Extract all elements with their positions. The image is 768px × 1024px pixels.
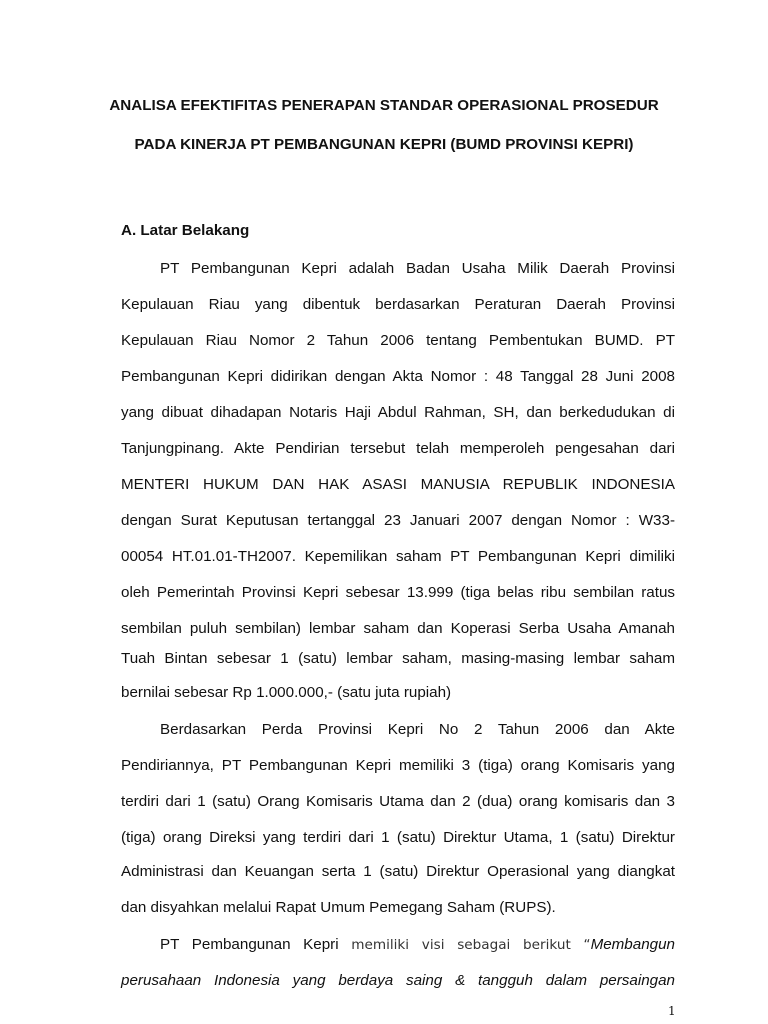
body-line — [121, 476, 675, 493]
body-line-text: MENTERI HUKUM DAN HAK ASASI MANUSIA REPUBLIK INDONESIA — [121, 476, 675, 493]
body-line — [121, 757, 675, 774]
body-line — [121, 793, 675, 810]
body-line-text: dan disyahkan melalui Rapat Umum Pemegang Saham (RUPS). — [121, 899, 556, 916]
body-line-text: Kepulauan Riau Nomor 2 Tahun 2006 tentang Pembentukan BUMD. PT — [121, 332, 675, 349]
page-number: 1 — [668, 1004, 676, 1018]
body-line-text: Tuah Bintan sebesar 1 (satu) lembar saham, masing-masing lembar saham — [121, 650, 675, 667]
body-line — [121, 620, 675, 637]
body-line-text: dengan Surat Keputusan tertanggal 23 Januari 2007 dengan Nomor : W33- — [121, 512, 675, 529]
body-line: perusahaan Indonesia yang berdaya saing & tangguh dalam persaingan — [121, 972, 675, 989]
text-run-italic: Membangun — [590, 936, 675, 953]
body-line — [121, 512, 675, 529]
text-run: PT Pembangunan Kepri — [160, 936, 339, 953]
document-title-line-1: ANALISA EFEKTIFITAS PENERAPAN STANDAR OPERASIONAL PROSEDUR — [109, 97, 659, 114]
body-line — [121, 548, 675, 565]
body-line-text: Kepulauan Riau yang dibentuk berdasarkan Peraturan Daerah Provinsi — [121, 296, 675, 313]
body-line-text: bernilai sebesar Rp 1.000.000,- (satu juta rupiah) — [121, 684, 452, 701]
body-line — [160, 936, 675, 953]
body-line — [121, 684, 675, 701]
body-line-text: Administrasi dan Keuangan serta 1 (satu) Direktur Operasional yang diangkat — [121, 863, 675, 880]
section-heading: A. Latar Belakang — [121, 222, 250, 239]
body-line — [121, 584, 675, 601]
body-line — [121, 368, 675, 385]
body-line-text: sembilan puluh sembilan) lembar saham dan Koperasi Serba Usaha Amanah — [121, 620, 675, 637]
body-line — [121, 404, 675, 421]
body-line — [121, 863, 675, 880]
body-line-text: terdiri dari 1 (satu) Orang Komisaris Utama dan 2 (dua) orang komisaris dan 3 — [121, 793, 675, 810]
body-line-text: PT Pembangunan Kepri adalah Badan Usaha Milik Daerah Provinsi — [160, 260, 675, 277]
body-line — [160, 260, 675, 277]
body-line — [160, 721, 675, 738]
body-line-text: oleh Pemerintah Provinsi Kepri sebesar 13.999 (tiga belas ribu sembilan ratus — [121, 584, 675, 601]
body-line-text: yang dibuat dihadapan Notaris Haji Abdul Rahman, SH, dan berkedudukan di — [121, 404, 675, 421]
body-line-text: (tiga) orang Direksi yang terdiri dari 1 (satu) Direktur Utama, 1 (satu) Direktur — [121, 829, 675, 846]
body-line — [121, 332, 675, 349]
text-run: memiliki visi sebagai berikut “ — [351, 937, 591, 953]
body-line-text: Tanjungpinang. Akte Pendirian tersebut telah memperoleh pengesahan dari — [121, 440, 675, 457]
body-line-text: Berdasarkan Perda Provinsi Kepri No 2 Tahun 2006 dan Akte — [160, 721, 675, 738]
body-line-text: Pembangunan Kepri didirikan dengan Akta Nomor : 48 Tanggal 28 Juni 2008 — [121, 368, 675, 385]
body-line — [121, 440, 675, 457]
body-line — [121, 899, 675, 916]
body-line — [121, 650, 675, 667]
body-line-text: Pendiriannya, PT Pembangunan Kepri memiliki 3 (tiga) orang Komisaris yang — [121, 757, 675, 774]
body-line — [121, 296, 675, 313]
body-line — [121, 829, 675, 846]
body-line-text: 00054 HT.01.01-TH2007. Kepemilikan saham PT Pembangunan Kepri dimiliki — [121, 548, 675, 565]
document-title-line-2: PADA KINERJA PT PEMBANGUNAN KEPRI (BUMD PROVINSI KEPRI) — [134, 136, 634, 153]
